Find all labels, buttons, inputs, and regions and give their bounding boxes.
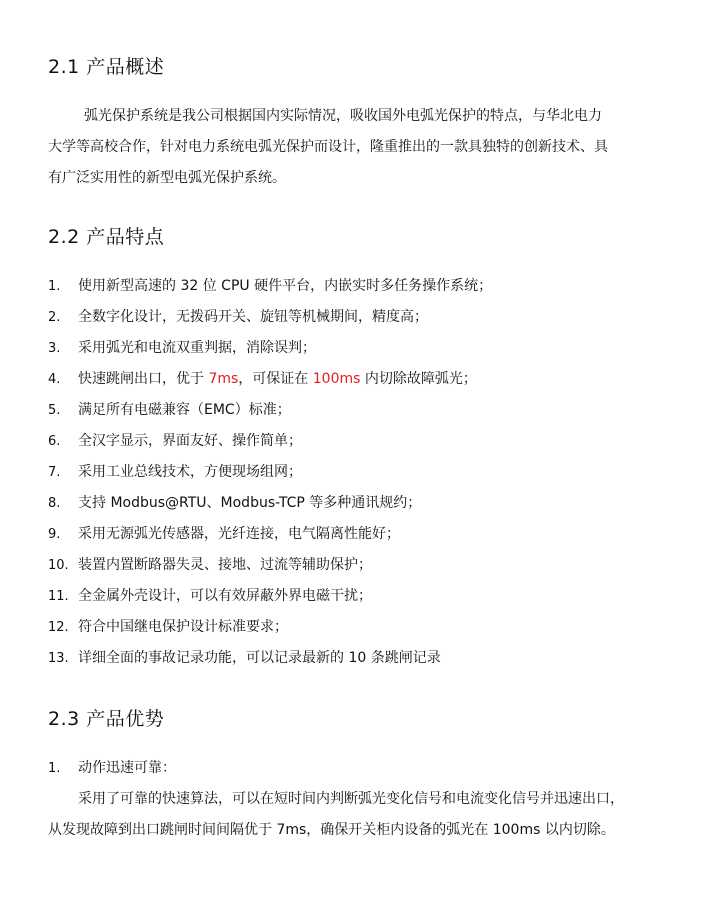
paragraph-line: 弧光保护系统是我公司根据国内实际情况，吸收国外电弧光保护的特点，与华北电力 [84,108,602,124]
paragraph-line: 从发现故障到出口跳闸时间间隔优于 7ms，确保开关柜内设备的弧光在 100ms 以内切除。 [48,822,615,838]
list-item: 12. 符合中国继电保护设计标准要求； [48,619,288,635]
advantage-paragraph [48,784,698,846]
list-item: 4. 快速跳闸出口，优于 7ms，可保证在 100ms 内切除故障弧光； [48,371,477,387]
advantage-list [48,753,698,784]
section-heading-features: 2.2 产品特点 [48,226,165,248]
list-item: 3. 采用弧光和电流双重判据，消除误判； [48,340,316,356]
paragraph-line: 大学等高校合作，针对电力系统电弧光保护而设计，隆重推出的一款具独特的创新技术、具 [48,139,608,155]
list-item: 1. 使用新型高速的 32 位 CPU 硬件平台，内嵌实时多任务操作系统； [48,278,493,294]
highlight-value: 100ms [312,371,361,387]
list-item: 1. 动作迅速可靠： [48,760,176,776]
list-item: 8. 支持 Modbus@RTU、Modbus-TCP 等多种通讯规约； [48,495,422,511]
overview-paragraph [48,101,688,194]
feature-list [48,271,698,674]
paragraph-line: 采用了可靠的快速算法，可以在短时间内判断弧光变化信号和电流变化信号并迅速出口， [78,791,624,807]
list-item: 13. 详细全面的事故记录功能，可以记录最新的 10 条跳闸记录 [48,650,441,666]
highlight-value: 7ms [208,371,239,387]
list-item: 6. 全汉字显示，界面友好、操作简单； [48,433,302,449]
section-heading-advantages: 2.3 产品优势 [48,708,165,730]
list-item: 9. 采用无源弧光传感器，光纤连接，电气隔离性能好； [48,526,400,542]
list-item: 2. 全数字化设计，无拨码开关、旋钮等机械期间，精度高； [48,309,428,325]
list-item: 10. 装置内置断路器失灵、接地、过流等辅助保护； [48,557,372,573]
list-item: 11. 全金属外壳设计，可以有效屏蔽外界电磁干扰； [48,588,372,604]
list-item: 5. 满足所有电磁兼容（EMC）标准； [48,402,291,418]
paragraph-line: 有广泛实用性的新型电弧光保护系统。 [48,170,286,186]
list-item: 7. 采用工业总线技术，方便现场组网； [48,464,302,480]
section-heading-overview: 2.1 产品概述 [48,56,165,78]
